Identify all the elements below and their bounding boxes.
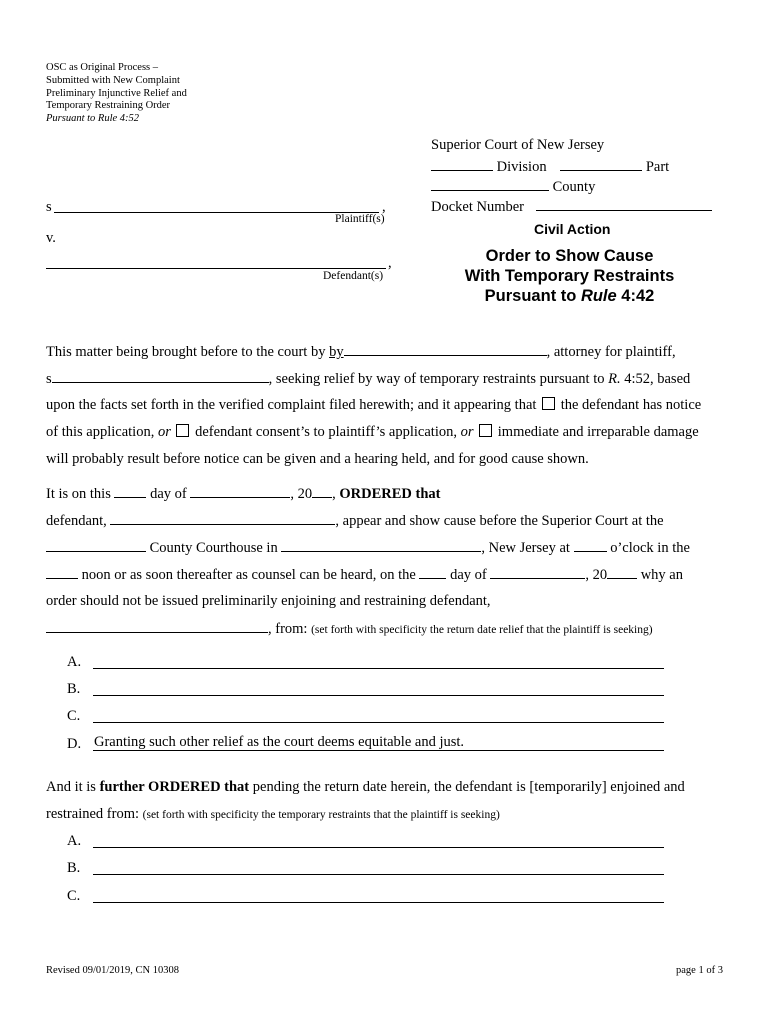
relief-item-b-label: B. (67, 681, 81, 697)
restraint-item-b-label: B. (67, 860, 81, 876)
relief-item-c-label: C. (67, 708, 81, 724)
courthouse-city-blank[interactable] (281, 538, 481, 552)
docket-blank[interactable] (536, 197, 712, 211)
header-note-line: Preliminary Injunctive Relief and (46, 87, 187, 99)
body-text: of this application, (46, 424, 158, 440)
body-text: restrained from: (46, 806, 143, 822)
division-label: Division (496, 159, 547, 175)
order-line-4 (46, 565, 683, 584)
attorney-prefix: by (329, 344, 344, 360)
order-line-2 (46, 511, 664, 530)
return-relief-blank[interactable] (46, 619, 268, 633)
court-name: Superior Court of New Jersey (431, 137, 605, 153)
body-text: day of (446, 567, 491, 583)
versus-label: v. (46, 230, 56, 246)
body-text: , attorney for plaintiff, (546, 344, 676, 360)
attorney-blank[interactable] (344, 342, 547, 356)
title-line-1: Order to Show Cause (485, 247, 654, 265)
county-line (431, 177, 595, 196)
body-text: 4:52, based (620, 371, 691, 387)
body-line-3 (46, 396, 701, 414)
order-year-blank[interactable] (312, 484, 332, 498)
defendant-label: Defendant(s) (323, 270, 384, 282)
hearing-month-blank[interactable] (490, 565, 585, 579)
county-label: County (552, 179, 596, 195)
body-text: why an (637, 567, 683, 583)
ordered-that-label: ORDERED that (339, 486, 441, 502)
header-note-line: Submitted with New Complaint (46, 74, 180, 86)
docket-line (431, 197, 712, 216)
header-note (46, 62, 187, 126)
plaintiff-prefix: s (46, 199, 52, 215)
order-day-blank[interactable] (114, 484, 146, 498)
order-line-1 (46, 484, 440, 503)
body-text: , New Jersey at (481, 540, 574, 556)
body-text: , 20 (585, 567, 608, 583)
relief-item-d-label: D. (67, 736, 82, 752)
relief-item-c-line[interactable] (93, 722, 664, 723)
body-text: And it is (46, 779, 100, 795)
document-title (433, 246, 706, 306)
plaintiff-line[interactable] (54, 212, 379, 213)
defendant-comma: , (388, 255, 392, 271)
relief-item-d-line[interactable] (93, 750, 664, 751)
body-text: , (332, 486, 340, 502)
order-line-3 (46, 538, 690, 557)
body-text: It is on this (46, 486, 115, 502)
restraint-item-b-line[interactable] (93, 874, 664, 875)
civil-action-label: Civil Action (534, 221, 611, 237)
docket-label: Docket Number (431, 199, 525, 215)
plaintiff-name-blank[interactable] (52, 369, 269, 383)
body-text: , seeking relief by way of temporary restraints pursuant to (268, 371, 609, 387)
header-note-line: OSC as Original Process – (46, 62, 158, 73)
body-text: defendant consent’s to plaintiff’s application, (191, 424, 461, 440)
footer-revision: Revised 09/01/2019, CN 10308 (46, 965, 179, 976)
title-line-3 (433, 286, 706, 306)
body-text: County Courthouse in (146, 540, 282, 556)
plaintiff-name-prefix: s (46, 371, 52, 387)
body-text: upon the facts set forth in the verified complaint filed herewith; and it appearing that (46, 397, 541, 413)
header-note-line: Temporary Restraining Order (46, 100, 171, 112)
hearing-hour-blank[interactable] (574, 538, 607, 552)
division-line (431, 157, 669, 176)
order-line-6 (46, 619, 653, 639)
division-blank[interactable] (431, 157, 493, 171)
title-pursuant: Pursuant to (484, 287, 581, 305)
title-rule: Rule (580, 287, 617, 305)
title-rule-number: 4:42 (616, 287, 655, 305)
further-line-1 (46, 778, 685, 796)
body-text: immediate and irreparable damage (494, 424, 699, 440)
body-text-or: or (460, 424, 474, 440)
body-text: , 20 (290, 486, 313, 502)
hearing-day-blank[interactable] (419, 565, 446, 579)
body-text: noon or as soon thereafter as counsel can be heard, on the (78, 567, 420, 583)
body-text: , from: (268, 621, 312, 637)
consent-checkbox[interactable] (176, 424, 189, 437)
body-text: , appear and show cause before the Superior Court at the (335, 513, 664, 529)
body-text: pending the return date herein, the defendant is [temporarily] enjoined and (249, 779, 685, 795)
defendant-line[interactable] (46, 268, 386, 269)
body-line-4 (46, 423, 699, 441)
restraint-item-c-line[interactable] (93, 902, 664, 903)
body-text: o’clock in the (606, 540, 690, 556)
body-text: This matter being brought before to the court by (46, 344, 330, 360)
relief-item-a-line[interactable] (93, 668, 664, 669)
footer-page-number: page 1 of 3 (676, 965, 723, 976)
body-line-1 (46, 342, 676, 361)
further-line-2 (46, 805, 500, 824)
part-label: Part (645, 159, 670, 175)
body-text: defendant, (46, 513, 111, 529)
relief-item-d-text: Granting such other relief as the court deems equitable and just. (94, 734, 465, 750)
body-text: the defendant has notice (557, 397, 702, 413)
courthouse-county-blank[interactable] (46, 538, 146, 552)
relief-item-a-label: A. (67, 654, 82, 670)
order-line-5: order should not be issued preliminarily enjoining and restraining defendant, (46, 593, 491, 609)
plaintiff-comma: , (382, 199, 386, 215)
hearing-year-blank[interactable] (607, 565, 637, 579)
restraint-item-a-label: A. (67, 833, 82, 849)
body-text-r: R. (608, 371, 621, 387)
order-month-blank[interactable] (190, 484, 290, 498)
body-line-2 (46, 369, 690, 388)
county-blank[interactable] (431, 177, 549, 191)
header-note-line: Pursuant to Rule 4:52 (46, 113, 140, 125)
defendant-name-blank[interactable] (110, 511, 335, 525)
body-text-or: or (157, 424, 171, 440)
restraint-item-a-line[interactable] (93, 847, 664, 848)
relief-item-b-line[interactable] (93, 695, 664, 696)
hearing-ampm-blank[interactable] (46, 565, 78, 579)
damage-checkbox[interactable] (479, 424, 492, 437)
return-relief-note: (set forth with specificity the return date relief that the plaintiff is seeking) (311, 624, 653, 636)
body-line-5: will probably result before notice can be given and a hearing held, and for good cause shown. (46, 451, 589, 467)
further-ordered-label: further ORDERED that (99, 779, 250, 795)
title-line-2: With Temporary Restraints (464, 267, 675, 285)
restraints-note: (set forth with specificity the temporary restraints that the plaintiff is seeking) (142, 809, 500, 821)
restraint-item-c-label: C. (67, 888, 81, 904)
part-blank[interactable] (560, 157, 642, 171)
body-text: day of (146, 486, 191, 502)
notice-checkbox[interactable] (542, 397, 555, 410)
plaintiff-label: Plaintiff(s) (335, 213, 385, 225)
